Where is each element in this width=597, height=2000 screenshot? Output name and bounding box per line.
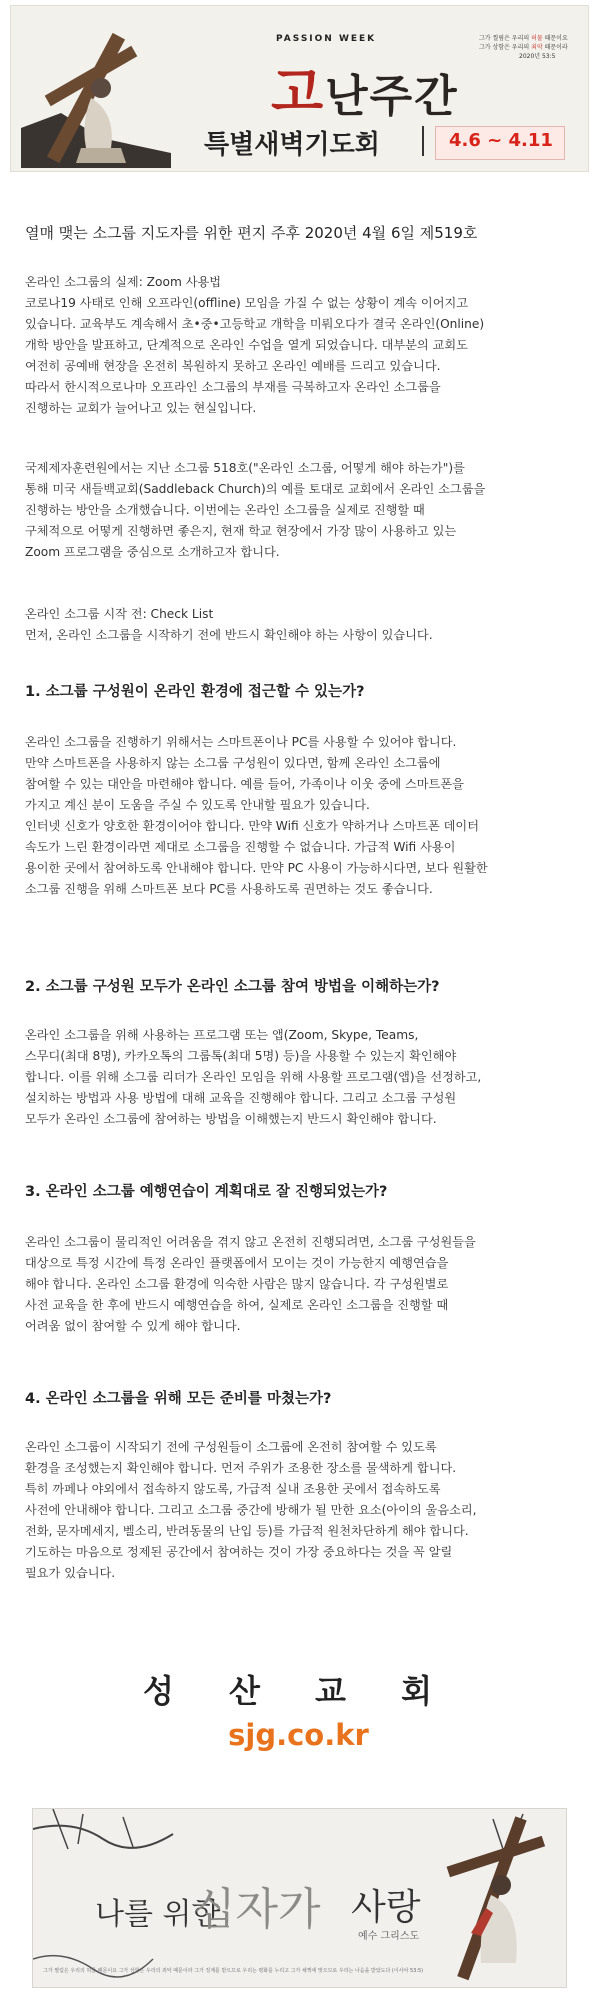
paragraph-line: 온라인 소그룹이 시작되기 전에 구성원들이 소그룹에 온전히 참여할 수 있도록 xyxy=(25,1440,437,1454)
section-1-body xyxy=(25,732,575,900)
paragraph-line: 진행하는 방안을 소개했습니다. 이번에는 온라인 소그룹을 실제로 진행할 때 xyxy=(25,503,425,517)
paragraph-line: 참여할 수 있는 대안을 마련해야 합니다. 예를 들어, 가족이나 이웃 중에 스마트폰을 xyxy=(25,777,464,791)
paragraph-line: 모두가 온라인 소그룹에 참여하는 방법을 이해했는지 반드시 확인해야 합니다. xyxy=(25,1112,437,1126)
banner-title-rest: 난주간 xyxy=(325,71,459,122)
context-paragraph xyxy=(25,458,575,563)
paragraph-line: 구체적으로 어떻게 진행하면 좋은지, 현재 학교 현장에서 가장 많이 사용하고 있는 xyxy=(25,524,457,538)
cross-bearer-illustration xyxy=(21,18,171,168)
paragraph-line: 온라인 소그룹을 진행하기 위해서는 스마트폰이나 PC를 사용할 수 있어야 합니다. xyxy=(25,735,457,749)
section-2-title: 2. 소그룹 구성원 모두가 온라인 소그룹 참여 방법을 이해하는가? xyxy=(25,979,440,995)
passion-week-label: PASSION WEEK xyxy=(276,34,377,44)
banner-quote xyxy=(479,34,568,61)
section-3-body xyxy=(25,1232,575,1337)
paragraph-line: 만약 스마트폰을 사용하지 않는 소그룹 구성원이 있다면, 함께 온라인 소그룹에 xyxy=(25,756,441,770)
bottom-banner xyxy=(32,1808,567,1988)
bottom-banner-text-4: 예수 그리스도 xyxy=(358,1931,420,1942)
cross-bearer-icon xyxy=(431,1813,556,1983)
church-name: 성 산 교 회 xyxy=(142,1672,455,1710)
paragraph-line: 스무디(최대 8명), 카카오톡의 그룹톡(최대 5명) 등)을 사용할 수 있는지 확인해야 xyxy=(25,1049,457,1063)
bottom-banner-text-3: 사랑 xyxy=(351,1887,421,1928)
paragraph-line: 기도하는 마음으로 정제된 공간에서 참여하는 것이 가장 중요하다는 것을 꼭 알릴 xyxy=(25,1545,453,1559)
section-4-body xyxy=(25,1437,575,1584)
header-banner xyxy=(10,5,589,172)
section-1-title: 1. 소그룹 구성원이 온라인 환경에 접근할 수 있는가? xyxy=(25,684,365,700)
paragraph-line: 개학 방안을 발표하고, 단계적으로 온라인 수업을 열게 되었습니다. 대부분의 교회도 xyxy=(25,338,468,352)
paragraph-line: 따라서 한시적으로나마 오프라인 소그룹의 부재를 극복하고자 온라인 소그룹을 xyxy=(25,380,441,394)
paragraph-line: 인터넷 신호가 양호한 환경이어야 합니다. 만약 Wifi 신호가 약하거나 스마트폰 데이터 xyxy=(25,819,479,833)
paragraph-line: 온라인 소그룹이 물리적인 어려움을 겪지 않고 온전히 진행되려면, 소그룹 구성원들을 xyxy=(25,1235,476,1249)
paragraph-line: 용이한 곳에서 참여하도록 안내해야 합니다. 만약 PC 사용이 가능하시다면, 보다 원활한 xyxy=(25,861,488,875)
paragraph-line: 대상으로 특정 시간에 특정 온라인 플랫폼에서 모이는 것이 가능한지 예행연습을 xyxy=(25,1256,449,1270)
paragraph-line: 어려움 없이 참여할 수 있게 해야 합니다. xyxy=(25,1319,241,1333)
paragraph-line: 있습니다. 교육부도 계속해서 초•중•고등학교 개학을 미뤄오다가 결국 온라인(Online) xyxy=(25,317,485,331)
paragraph-line: 여전히 공예배 현장을 온전히 복원하지 못하고 온라인 예배를 드리고 있습니다. xyxy=(25,359,441,373)
quote-line: 그가 찔림은 우리의 허물 때문이요 xyxy=(479,35,568,42)
bottom-banner-text-1: 나를 위한 xyxy=(95,1897,221,1932)
letter-heading: 열매 맺는 소그룹 지도자를 위한 편지 주후 2020년 4월 6일 제519호 xyxy=(25,224,478,242)
bottom-banner-text-2: 십자가 xyxy=(193,1884,321,1935)
intro-paragraph xyxy=(25,272,575,419)
section-4-title: 4. 온라인 소그룹을 위해 모든 준비를 마쳤는가? xyxy=(25,1391,332,1407)
paragraph-line: 진행하는 교회가 늘어나고 있는 현실입니다. xyxy=(25,401,257,415)
paragraph-line: 설치하는 방법과 사용 방법에 대해 교육을 진행해야 합니다. 그리고 소그룹 구성원 xyxy=(25,1091,457,1105)
section-3-title: 3. 온라인 소그룹 예행연습이 계획대로 잘 진행되었는가? xyxy=(25,1184,388,1200)
paragraph-line: 가지고 계신 분이 도움을 주실 수 있도록 안내할 필요가 있습니다. xyxy=(25,798,370,812)
checklist-intro xyxy=(25,604,575,646)
paragraph-line: 소그룹 진행을 위해 스마트폰 보다 PC를 사용하도록 권면하는 것도 좋습니다. xyxy=(25,882,433,896)
church-url-link[interactable]: sjg.co.kr xyxy=(228,1718,369,1752)
paragraph-line: 사전에 안내해야 합니다. 그리고 소그룹 중간에 방해가 될 만한 요소(아이의 울음소리, xyxy=(25,1503,477,1517)
quote-line: 그가 상함은 우리의 죄악 때문이라 xyxy=(479,44,568,51)
paragraph-line: 먼저, 온라인 소그룹을 시작하기 전에 반드시 확인해야 하는 사항이 있습니다. xyxy=(25,628,433,642)
paragraph-line: 환경을 조성했는지 확인해야 합니다. 먼저 주위가 조용한 장소를 물색하게 합니다. xyxy=(25,1461,457,1475)
bottom-banner-fine-print: 그가 찔림은 우리의 허물 때문이요 그가 상함은 우리의 죄악 때문이라 그가 징계를 받으므로 우리는 평화를 누리고 그가 채찍에 맞으므로 우리는 나음을 받았도다 (이사야 53:5) xyxy=(43,1968,424,1974)
paragraph-line: 국제제자훈련원에서는 지난 소그룹 518호("온라인 소그룹, 어떻게 해야 하는가")를 xyxy=(25,461,465,475)
paragraph-line: 사전 교육을 한 후에 반드시 예행연습을 하여, 실제로 온라인 소그룹을 진행할 때 xyxy=(25,1298,449,1312)
banner-title xyxy=(271,50,459,127)
paragraph-line: 필요가 있습니다. xyxy=(25,1566,116,1580)
paragraph-line: 온라인 소그룹의 실제: Zoom 사용법 xyxy=(25,275,222,289)
banner-title-first: 고 xyxy=(271,61,326,124)
section-2-body xyxy=(25,1025,575,1130)
paragraph-line: 특히 까페나 야외에서 접속하지 않도록, 가급적 실내 조용한 곳에서 접속하도록 xyxy=(25,1482,441,1496)
paragraph-line: Zoom 프로그램을 중심으로 소개하고자 합니다. xyxy=(25,545,280,559)
banner-dates: 4.6 ~ 4.11 xyxy=(449,130,553,151)
banner-divider xyxy=(422,126,424,156)
quote-reference: 2020년 53:5 xyxy=(519,53,556,60)
paragraph-line: 코로나19 사태로 인해 오프라인(offline) 모임을 가질 수 없는 상황이 계속 이어지고 xyxy=(25,296,469,310)
paragraph-line: 해야 합니다. 온라인 소그룹 환경에 익숙한 사람은 많지 않습니다. 각 구성원별로 xyxy=(25,1277,449,1291)
paragraph-line: 합니다. 이를 위해 소그룹 리더가 온라인 모임을 위해 사용할 프로그램(앱)을 선정하고, xyxy=(25,1070,482,1084)
paragraph-line: 통해 미국 새들백교회(Saddleback Church)의 예를 토대로 교회에서 온라인 소그룹을 xyxy=(25,482,486,496)
banner-subtitle: 특별새벽기도회 xyxy=(204,130,380,160)
paragraph-line: 전화, 문자메세지, 벨소리, 반려동물의 난입 등)를 가급적 원천차단하게 해야 합니다. xyxy=(25,1524,469,1538)
paragraph-line: 온라인 소그룹을 위해 사용하는 프로그램 또는 앱(Zoom, Skype, Teams, xyxy=(25,1028,419,1042)
paragraph-line: 속도가 느린 환경이라면 제대로 소그룹을 진행할 수 없습니다. 가급적 Wifi 사용이 xyxy=(25,840,456,854)
paragraph-line: 온라인 소그룹 시작 전: Check List xyxy=(25,607,214,621)
